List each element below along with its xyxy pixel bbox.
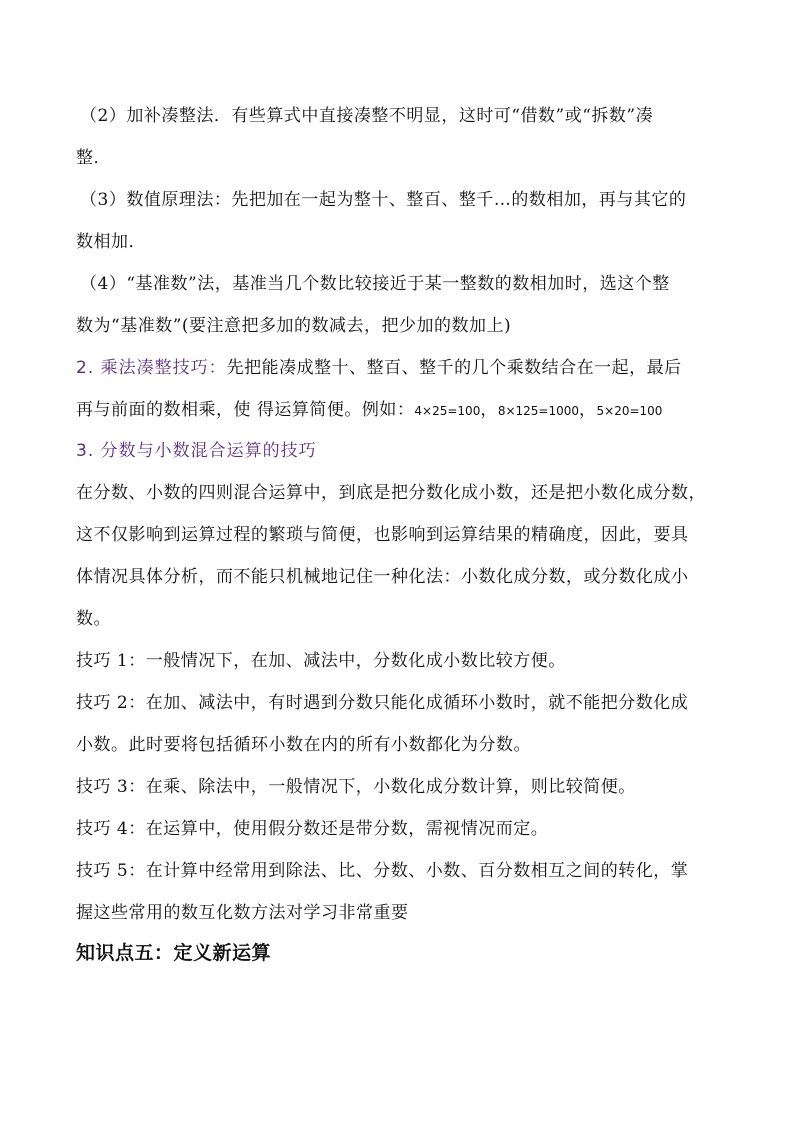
section-3-body-line4: 数。 (76, 609, 111, 629)
tip-2-line1: 技巧 2：在加、减法中，有时遇到分数只能化成循环小数时，就不能把分数化成 (76, 693, 689, 713)
section-2-line2-text: 再与前面的数相乘，使 得运算简便。例如： (76, 400, 415, 420)
example-formula-2: 8×125=1000 (497, 404, 580, 418)
tip-4: 技巧 4：在运算中，使用假分数还是带分数，需视情况而定。 (76, 819, 549, 839)
example-separator-2: ， (579, 400, 597, 420)
paragraph-method-3-line2: 数相加． (76, 232, 146, 252)
example-formula-3: 5×20=100 (596, 404, 663, 418)
section-2-heading: 2. 乘法凑整技巧： (76, 358, 227, 378)
section-3-heading: 3. 分数与小数混合运算的技巧 (76, 441, 317, 461)
tip-3: 技巧 3：在乘、除法中，一般情况下，小数化成分数计算，则比较简便。 (76, 777, 636, 797)
tip-1: 技巧 1：一般情况下，在加、减法中，分数化成小数比较方便。 (76, 651, 566, 671)
tip-5-line1: 技巧 5：在计算中经常用到除法、比、分数、小数、百分数相互之间的转化，掌 (76, 861, 689, 881)
paragraph-method-2-line1: （2）加补凑整法．有些算式中直接凑整不明显，这时可“借数”或“拆数”凑 (80, 106, 654, 126)
section-2-line2 (76, 398, 736, 423)
paragraph-method-2-line2: 整． (76, 148, 111, 168)
paragraph-method-3-line1: （3）数值原理法：先把加在一起为整十、整百、整千…的数相加，再与其它的 (80, 190, 687, 210)
paragraph-method-4-line1: （4）“基准数”法，基准当几个数比较接近于某一整数的数相加时，选这个整 (80, 274, 670, 294)
example-formula-1: 4×25=100 (414, 404, 481, 418)
section-3-body-line3: 体情况具体分析，而不能只机械地记住一种化法：小数化成分数，或分数化成小 (76, 567, 689, 587)
section-2-line1 (76, 356, 736, 380)
paragraph-method-4-line2: 数为“基准数”(要注意把多加的数减去，把少加的数加上) (76, 316, 512, 336)
section-2-line1-text: 先把能凑成整十、整百、整千的几个乘数结合在一起，最后 (226, 358, 682, 378)
tip-2-line2: 小数。此时要将包括循环小数在内的所有小数都化为分数。 (76, 735, 531, 755)
section-3-body-line2: 这不仅影响到运算过程的繁琐与简便，也影响到运算结果的精确度，因此，要具 (76, 525, 689, 545)
example-separator-1: ， (480, 400, 498, 420)
tip-5-line2: 握这些常用的数互化数方法对学习非常重要 (76, 903, 409, 923)
section-3-body-line1: 在分数、小数的四则混合运算中，到底是把分数化成小数，还是把小数化成分数， (76, 483, 706, 503)
section-5-heading: 知识点五：定义新运算 (76, 942, 272, 964)
